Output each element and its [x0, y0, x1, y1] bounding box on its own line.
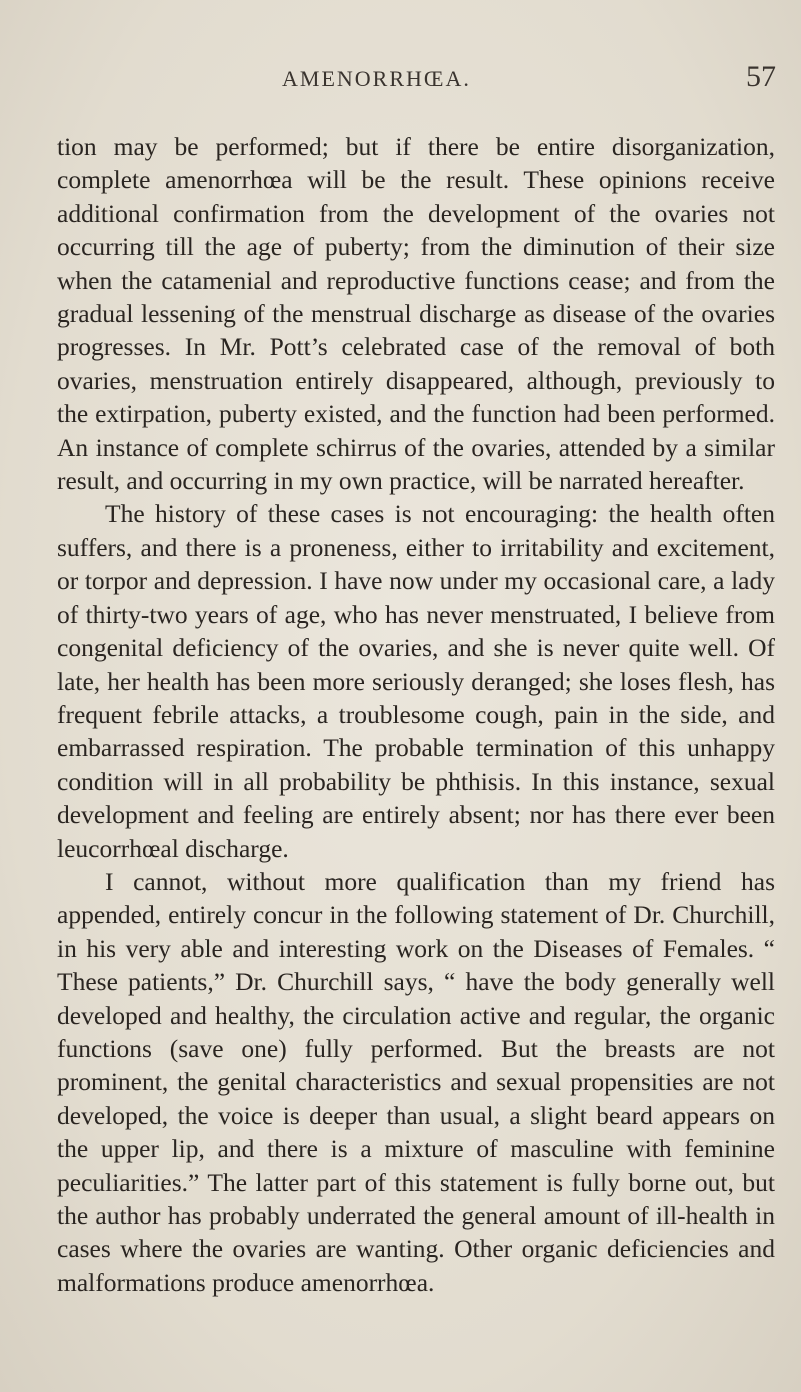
running-head-title: AMENORRHŒA. — [282, 66, 471, 91]
paragraph-continuation: tion may be performed; but if there be entire disorganization, complete amenorrhœa will be the result. These opinions receive additional confirmation from the development of the ovaries not occurring till the age of puberty; from the diminution of their size when the catamenial and reproductive functions cease; and from the gradual lessening of the menstrual discharge as disease of the ovaries progresses. In Mr. Pott’s celebrated case of the removal of both ovaries, menstruation entirely disappeared, although, previously to the extirpation, puberty existed, and the function had been performed. An instance of complete schirrus of the ovaries, attended by a similar result, and occurring in my own practice, will be narrated hereafter. — [57, 132, 775, 496]
body-text — [57, 130, 775, 1299]
paragraph-history-of-cases: The history of these cases is not encouraging: the health often suffers, and there is a proneness, either to irritability and excitement, or torpor and depression. I have now under my occasional care, a lady of thirty-two years of age, who has never menstruated, I believe from congenital deficiency of the ovaries, and she is never quite well. Of late, her health has been more seriously deranged; she loses flesh, has frequent febrile attacks, a troublesome cough, pain in the side, and embarrassed respiration. The probable termination of this unhappy condition will in all probability be phthisis. In this instance, sexual development and feeling are entirely absent; nor has there ever been leucorrhœal discharge. — [57, 499, 775, 863]
page-number: 57 — [746, 60, 776, 93]
paragraph-churchill-statement: I cannot, without more qualification than my friend has appended, entirely concur in the following statement of Dr. Churchill, in his very able and interesting work on the Diseases of Females. “ These patients,” Dr. Churchill says, “ have the body generally well developed and healthy, the circulation active and regular, the organic functions (save one) fully performed. But the breasts are not prominent, the genital characteristics and sexual propensities are not developed, the voice is deeper than usual, a slight beard appears on the upper lip, and there is a mixture of masculine with feminine peculiarities.” The latter part of this statement is fully borne out, but the author has probably underrated the general amount of ill-health in cases where the ovaries are wanting. Other organic deficiencies and malformations produce amenorrhœa. — [57, 866, 775, 1297]
running-head — [0, 60, 801, 100]
